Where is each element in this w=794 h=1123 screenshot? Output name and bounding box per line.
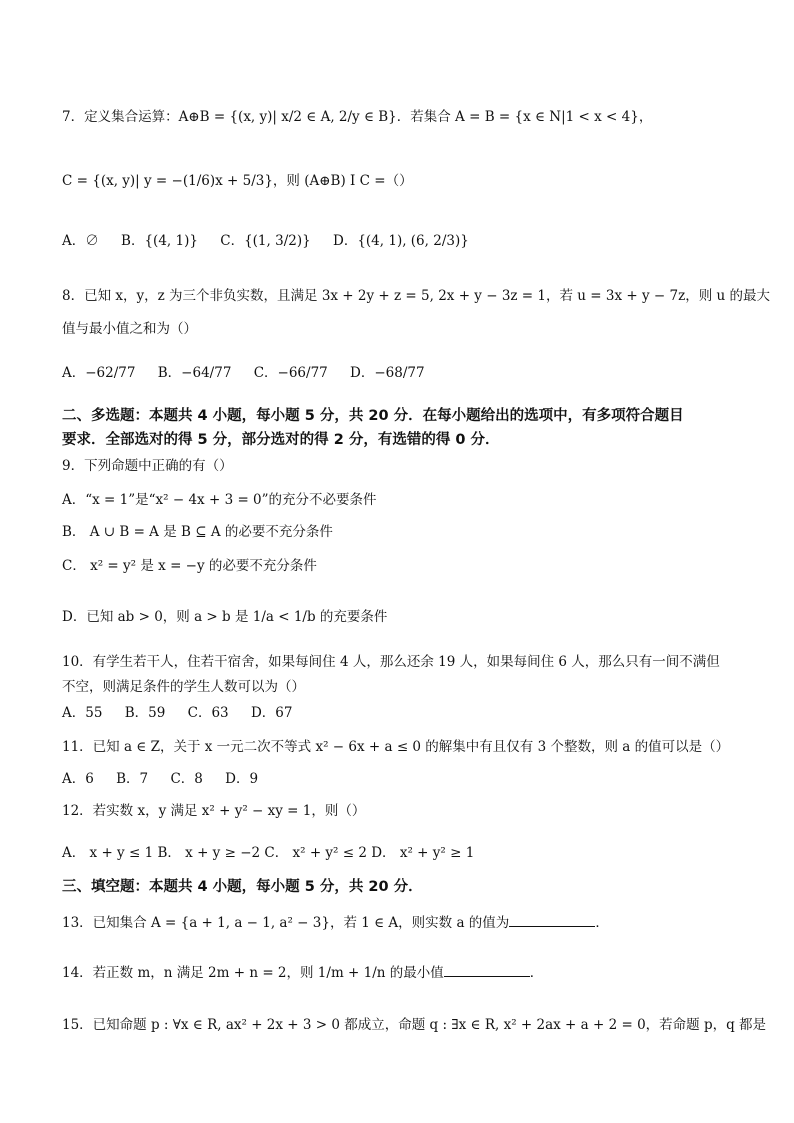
q11-options [62,770,754,788]
q10-line1: 10．有学生若干人，住若干宿舍，如果每间住 4 人，那么还余 19 人，如果每间住 6 人，那么只有一间不满但 [62,654,720,670]
q14-text: 14．若正数 m，n 满足 2m + n = 2，则 1/m + 1/n 的最小值 [62,965,444,981]
q8-options [62,364,754,382]
q8-option-a: A．−62/77 [62,365,136,381]
q10-option-d: D．67 [250,705,293,721]
q7-option-b: B．{(4, 1)} [121,233,198,249]
q14-answer-blank [444,962,530,977]
q14 [62,962,754,982]
section2-line1: 二、多选题：本题共 4 小题，每小题 5 分，共 20 分．在每小题给出的选项中，有多项符合题目 [62,408,684,424]
section2-line2: 要求．全部选对的得 5 分，部分选对的得 2 分，有选错的得 0 分． [62,432,500,448]
q7-options [62,232,754,250]
q13 [62,912,754,932]
q11-option-d: D．9 [225,771,259,787]
q13-end: ． [595,915,609,931]
q8-option-d: D．−68/77 [350,365,425,381]
q11-option-c: C．8 [170,771,203,787]
q10-option-a: A．55 [62,705,103,721]
q7-option-c: C．{(1, 3/2)} [220,233,311,249]
q13-text: 13．已知集合 A = {a + 1, a − 1, a² − 3}，若 1 ∈ A，则实数 a 的值为 [62,915,510,931]
q12-options: A． x + y ≤ 1 B． x + y ≥ −2 C． x² + y² ≤ 2 D． x² + y² ≥ 1 [62,845,475,861]
q9-option-d: D．已知 ab > 0，则 a > b 是 1/a < 1/b 的充要条件 [62,609,388,625]
q8-option-b: B．−64/77 [157,365,232,381]
q12-line1: 12．若实数 x，y 满足 x² + y² − xy = 1，则（） [62,803,366,819]
q7-option-d: D．{(4, 1), (6, 2/3)} [333,233,469,249]
q14-end: ． [529,965,544,981]
section3-heading: 三、填空题：本题共 4 小题，每小题 5 分，共 20 分． [62,879,423,895]
q8-line2: 值与最小值之和为（） [62,321,197,337]
q8-option-c: C．−66/77 [253,365,328,381]
q10-options [62,704,754,722]
q10-option-c: C．63 [187,705,229,721]
q15-line1: 15．已知命题 p : ∀x ∈ R, ax² + 2x + 3 > 0 都成立，命题 q : ∃x ∈ R, x² + 2ax + a + 2 = 0，若命题 p，q 都是 [62,1017,767,1033]
q9-option-b: B． A ∪ B = A 是 B ⊆ A 的必要不充分条件 [62,524,333,540]
q11-option-a: A．6 [62,771,94,787]
q11-line1: 11．已知 a ∈ Z，关于 x 一元二次不等式 x² − 6x + a ≤ 0 的解集中有且仅有 3 个整数，则 a 的值可以是（） [62,739,730,755]
q13-answer-blank [509,912,595,927]
q10-option-b: B．59 [124,705,166,721]
q7-option-a: A．∅ [62,233,99,249]
q9-stem: 9．下列命题中正确的有（） [62,458,233,474]
q8-line1: 8．已知 x，y，z 为三个非负实数，且满足 3x + 2y + z = 5, 2x + y − 3z = 1，若 u = 3x + y − 7z，则 u 的最大 [62,288,770,304]
q7-line2: C = {(x, y)| y = −(1/6)x + 5/3}，则 (A⊕B) I C =（） [62,173,413,189]
q7-line1: 7．定义集合运算：A⊕B = {(x, y)| x/2 ∈ A, 2/y ∈ B}．若集合 A = B = {x ∈ N|1 < x < 4}， [62,109,653,125]
q9-option-a: A．“x = 1”是“x² − 4x + 3 = 0”的充分不必要条件 [62,492,377,508]
q10-line2: 不空，则满足条件的学生人数可以为（） [62,679,305,695]
q11-option-b: B．7 [116,771,149,787]
q9-option-c: C． x² = y² 是 x = −y 的必要不充分条件 [62,558,317,574]
